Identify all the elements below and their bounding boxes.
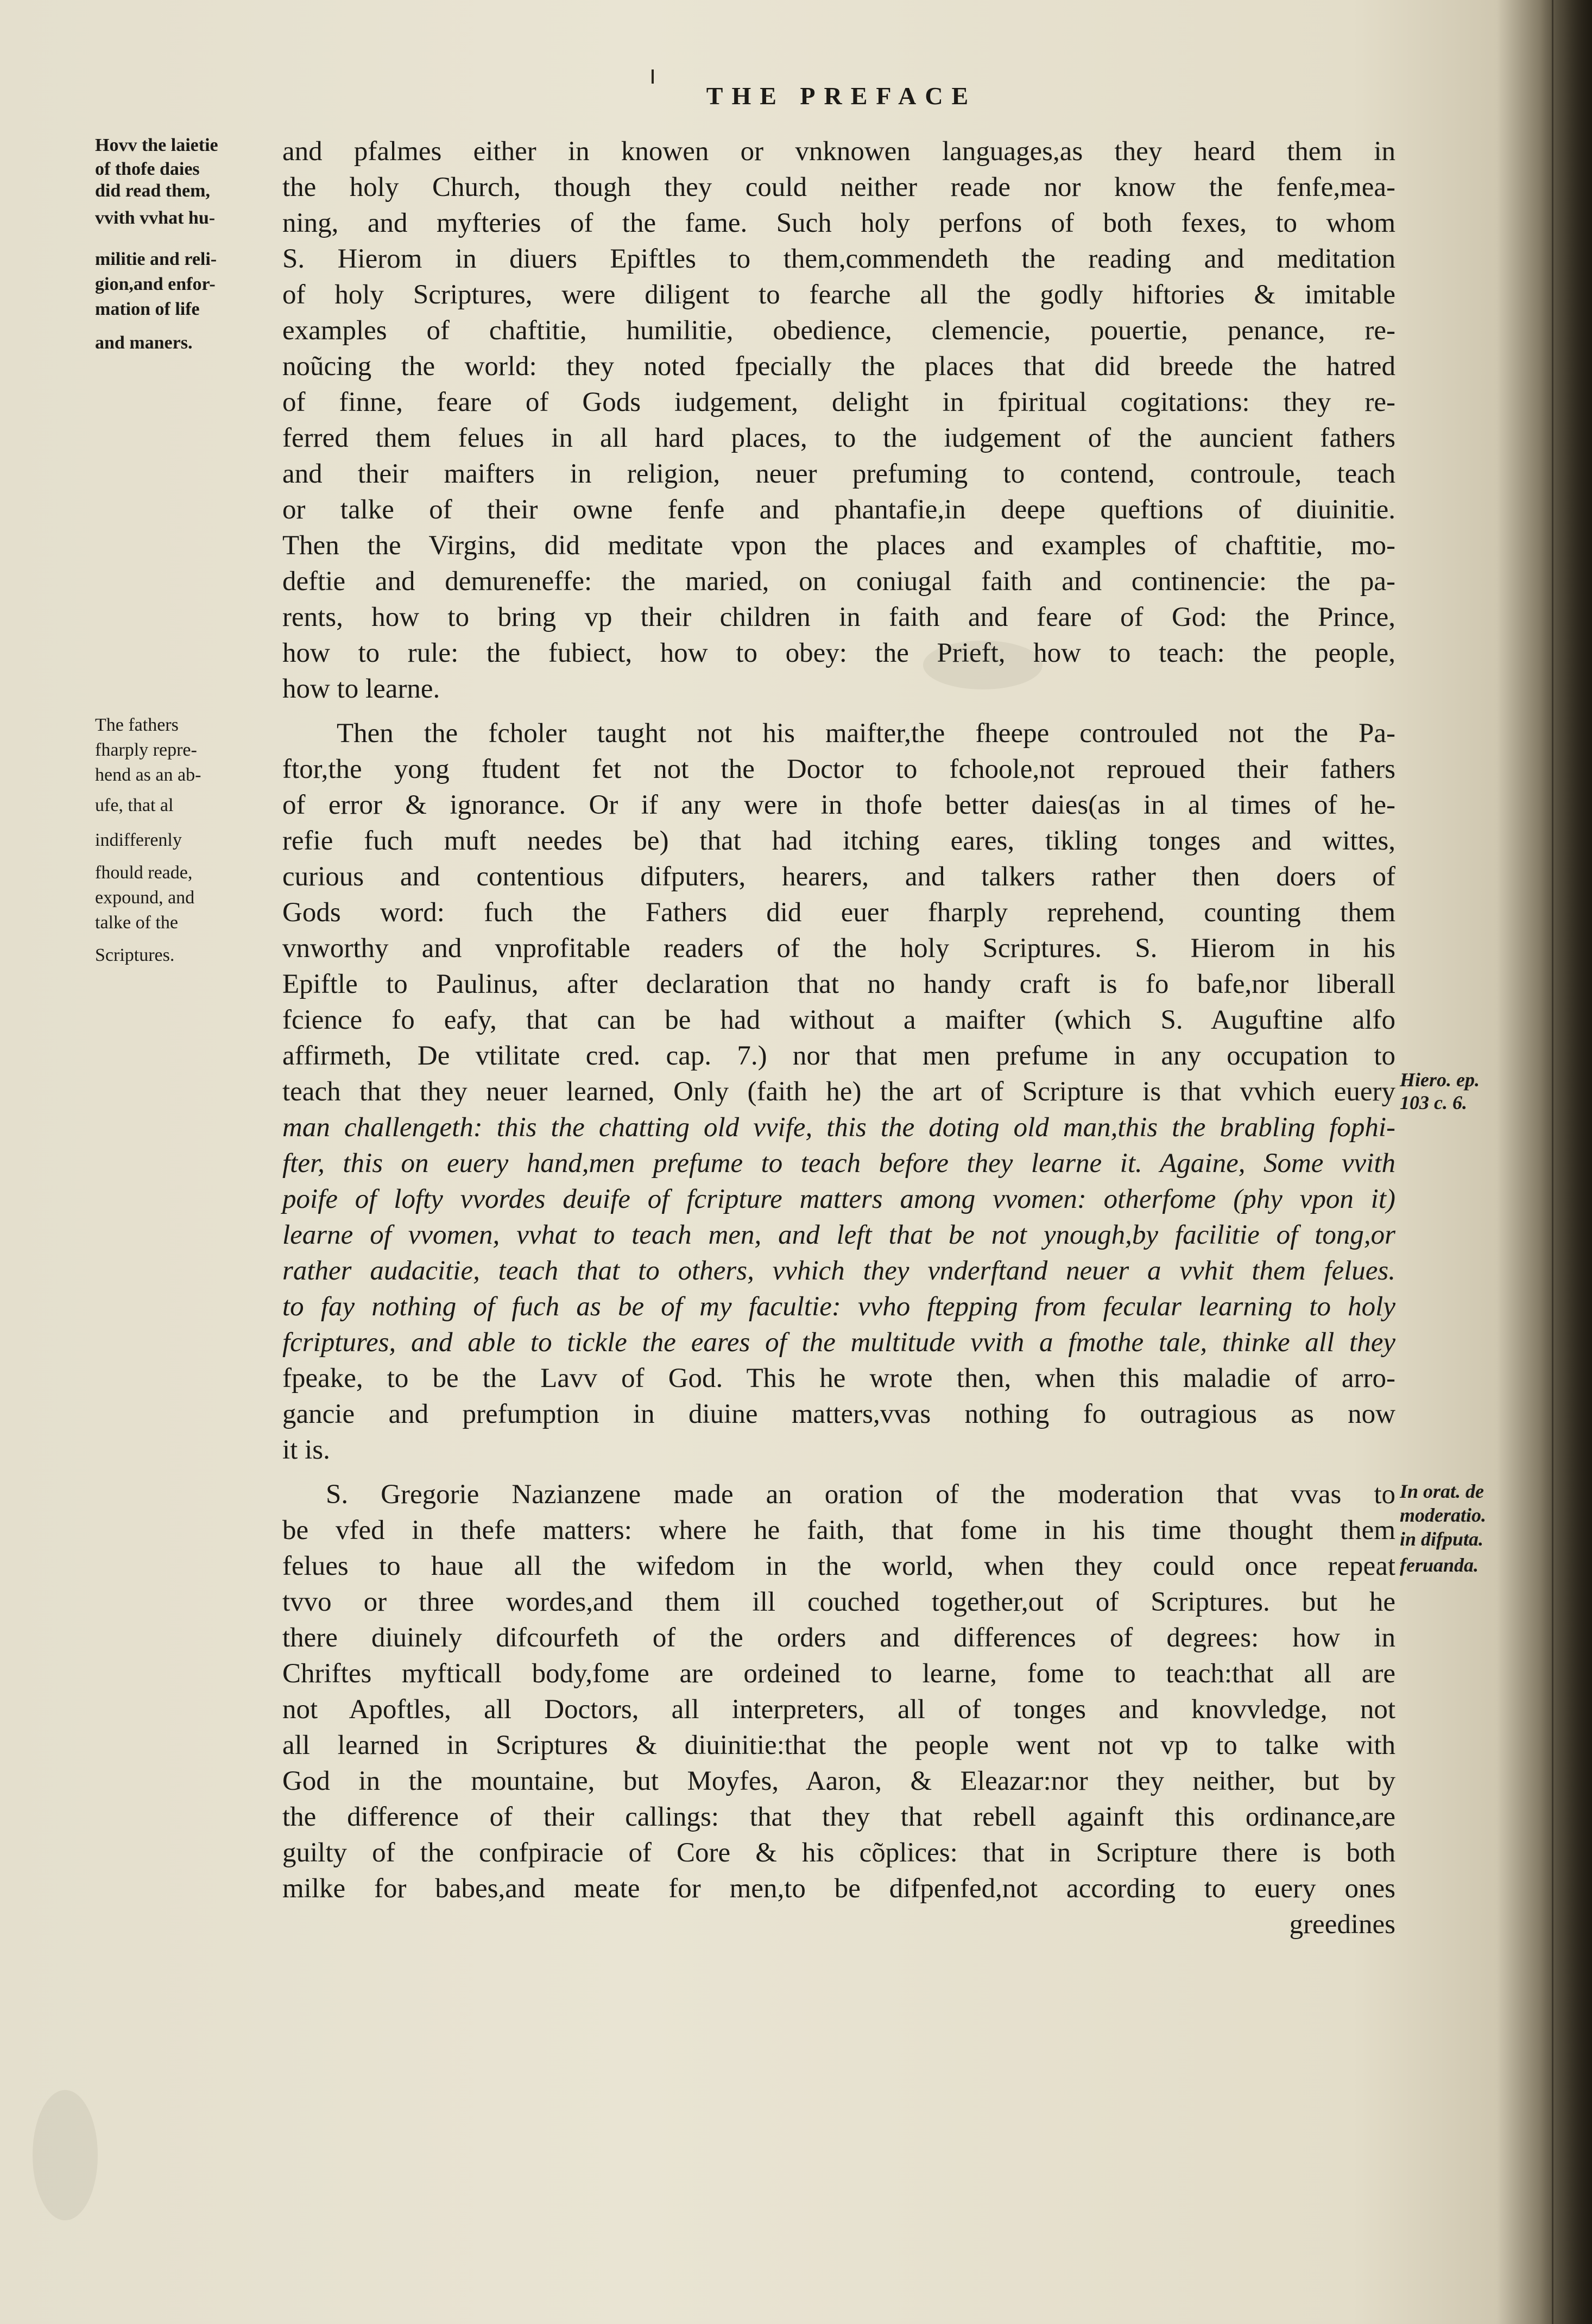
text-line: be vfed in thefe matters: where he faith, that fome in his time thought them — [282, 1515, 1395, 1546]
text-line: S. Gregorie Nazianzene made an oration of the moderation that vvas to — [326, 1479, 1395, 1510]
paper-stain — [33, 2090, 98, 2220]
margin-note-line: in difputa. — [1400, 1528, 1484, 1550]
margin-note-line: mation of life — [95, 299, 200, 319]
margin-note-line: vvith vvhat hu- — [95, 208, 216, 228]
page-edge-line — [1552, 0, 1553, 2324]
margin-note-line: Scriptures. — [95, 945, 175, 965]
text-line: vnworthy and vnprofitable readers of the holy Scriptures. S. Hierom in his — [282, 933, 1395, 964]
text-line: of holy Scriptures, were diligent to fearche all the godly hiftories & imitable — [282, 280, 1395, 310]
margin-note-line: of thofe daies — [95, 159, 200, 179]
text-line: gancie and prefumption in diuine matters,vvas nothing fo outragious as now — [282, 1399, 1395, 1429]
margin-note-line: Hiero. ep. — [1400, 1069, 1480, 1091]
running-head: THE PREFACE — [706, 82, 977, 110]
text-line-italic: fcriptures, and able to tickle the eares of the multitude vvith a fmothe tale, thinke all they — [282, 1327, 1395, 1358]
text-line: fcience fo eafy, that can be had without a maifter (which S. Auguftine alfo — [282, 1005, 1395, 1035]
text-line-italic: man challengeth: this the chatting old vvife, this the doting old man,this the brabling fophi- — [282, 1112, 1395, 1143]
margin-note-line: indifferenly — [95, 830, 182, 850]
text-line: it is. — [282, 1435, 330, 1465]
text-line-italic: to fay nothing of fuch as be of my facultie: vvho ftepping from fecular learning to holy — [282, 1291, 1395, 1322]
text-line: curious and contentious difputers, hearers, and talkers rather then doers of — [282, 862, 1395, 892]
margin-note-line: did read them, — [95, 181, 210, 201]
text-line: refie fuch muft needes be) that had itching eares, tikling tonges and wittes, — [282, 826, 1395, 856]
margin-note-line: expound, and — [95, 888, 195, 908]
text-line: and pfalmes either in knowen or vnknowen languages,as they heard them in — [282, 136, 1395, 167]
text-line: the holy Church, though they could neither reade nor know the fenfe,mea- — [282, 172, 1395, 202]
margin-note-line: In orat. de — [1400, 1480, 1484, 1502]
text-line: milke for babes,and meate for men,to be difpenfed,not according to euery ones — [282, 1873, 1395, 1904]
text-line: God in the mountaine, but Moyfes, Aaron, & Eleazar:nor they neither, but by — [282, 1766, 1395, 1796]
margin-note-line: talke of the — [95, 913, 178, 933]
margin-note-line: gion,and enfor- — [95, 274, 216, 294]
text-line: Chriftes myfticall body,fome are ordeined to learne, fome to teach:that all are — [282, 1658, 1395, 1689]
margin-note-line: hend as an ab- — [95, 765, 201, 785]
text-line: of finne, feare of Gods iudgement, delight in fpiritual cogitations: they re- — [282, 387, 1395, 417]
text-line-italic: rather audacitie, teach that to others, vvhich they vnderftand neuer a vvhit them felues. — [282, 1256, 1395, 1286]
text-line-italic: learne of vvomen, vvhat to teach men, and left that be not ynough,by facilitie of tong,or — [282, 1220, 1395, 1250]
text-line: fpeake, to be the Lavv of God. This he wrote then, when this maladie of arro- — [282, 1363, 1395, 1394]
margin-note-line: 103 c. 6. — [1400, 1092, 1467, 1113]
text-line: affirmeth, De vtilitate cred. cap. 7.) nor that men prefume in any occupation to — [282, 1041, 1395, 1071]
text-line: there diuinely difcourfeth of the orders and differences of degrees: how in — [282, 1623, 1395, 1653]
text-line: and their maifters in religion, neuer prefuming to contend, controule, teach — [282, 459, 1395, 489]
text-line-italic: poife of lofty vvordes deuife of fcripture matters among vvomen: otherfome (phy vpon it) — [282, 1184, 1395, 1214]
text-line-italic: fter, this on euery hand,men prefume to teach before they learne it. Againe, Some vvith — [282, 1148, 1395, 1179]
text-line: rents, how to bring vp their children in faith and feare of God: the Prince, — [282, 602, 1395, 632]
text-line: how to rule: the fubiect, how to obey: the Prieft, how to teach: the people, — [282, 638, 1395, 668]
text-line: of error & ignorance. Or if any were in thofe better daies(as in al times of he- — [282, 790, 1395, 820]
text-line: tvvo or three wordes,and them ill couched together,out of Scriptures. but he — [282, 1587, 1395, 1617]
margin-note-line: moderatio. — [1400, 1504, 1486, 1526]
text-line: all learned in Scriptures & diuinitie:that the people went not vp to talke with — [282, 1730, 1395, 1761]
text-line: deftie and demureneffe: the maried, on coniugal faith and continencie: the pa- — [282, 566, 1395, 597]
text-line: or talke of their owne fenfe and phantafie,in deepe queftions of diuinitie. — [282, 495, 1395, 525]
text-line: felues to haue all the wifedom in the world, when they could once repeat — [282, 1551, 1395, 1581]
margin-note-line: feruanda. — [1400, 1554, 1479, 1576]
text-line: not Apoftles, all Doctors, all interpreters, all of tonges and knovvledge, not — [282, 1694, 1395, 1725]
text-line: examples of chaftitie, humilitie, obedience, clemencie, pouertie, penance, re- — [282, 315, 1395, 346]
margin-note-line: The fathers — [95, 715, 179, 735]
margin-note-line: militie and reli- — [95, 249, 217, 269]
text-line: S. Hierom in diuers Epiftles to them,commendeth the reading and meditation — [282, 244, 1395, 274]
margin-note-line: Hovv the laietie — [95, 135, 218, 155]
text-line: teach that they neuer learned, Only (faith he) the art of Scripture is that vvhich euery — [282, 1076, 1395, 1107]
text-line: Epiftle to Paulinus, after declaration that no handy craft is fo bafe,nor liberall — [282, 969, 1395, 999]
margin-note-line: ufe, that al — [95, 795, 174, 815]
text-line: the difference of their callings: that they that rebell againft this ordinance,are — [282, 1802, 1395, 1832]
text-line: how to learne. — [282, 674, 440, 704]
text-line: ftor,the yong ftudent fet not the Doctor to fchoole,not reproued their fathers — [282, 754, 1395, 784]
text-line: ning, and myfteries of the fame. Such holy perfons of both fexes, to whom — [282, 208, 1395, 238]
catchword: greedines — [1289, 1909, 1395, 1940]
text-line: Then the fcholer taught not his maifter,the fheepe controuled not the Pa- — [337, 718, 1395, 749]
margin-note-line: fharply repre- — [95, 740, 197, 760]
text-line: guilty of the confpiracie of Core & his cõplices: that in Scripture there is both — [282, 1838, 1395, 1868]
text-line: Gods word: fuch the Fathers did euer fharply reprehend, counting them — [282, 897, 1395, 928]
margin-note-line: and maners. — [95, 333, 193, 353]
text-line: Then the Virgins, did meditate vpon the places and examples of chaftitie, mo- — [282, 530, 1395, 561]
text-line: ferred them felues in all hard places, to the iudgement of the auncient fathers — [282, 423, 1395, 453]
page-edge-shadow — [1540, 0, 1592, 2324]
text-line: noũcing the world: they noted fpecially the places that did breede the hatred — [282, 351, 1395, 382]
margin-note-line: fhould reade, — [95, 863, 193, 883]
